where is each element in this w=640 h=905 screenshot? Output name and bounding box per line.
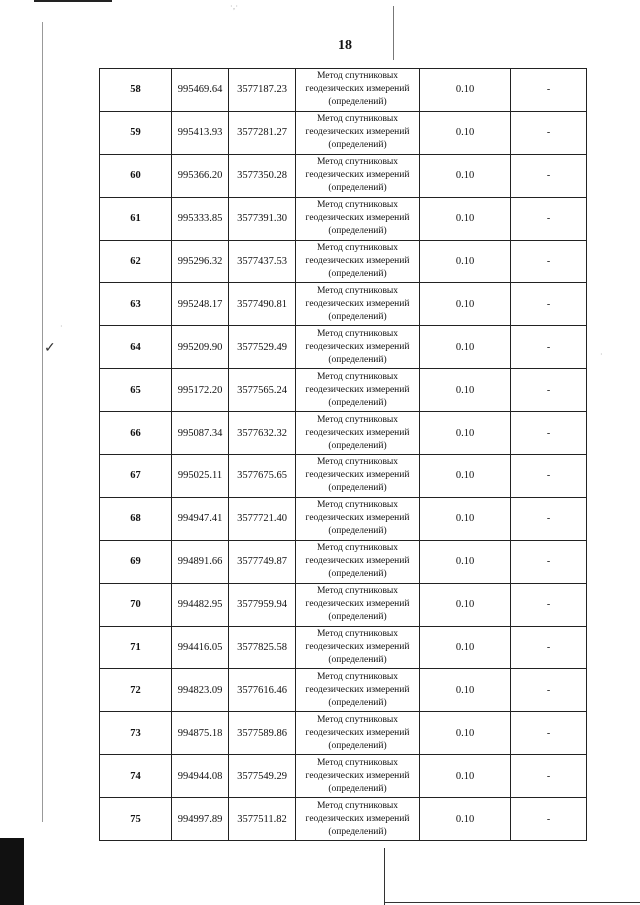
method-cell: Метод спутниковых геодезических измерений (определений) — [296, 154, 420, 197]
x-coordinate-cell: 994891.66 — [172, 540, 229, 583]
point-number-cell: 60 — [100, 154, 172, 197]
y-coordinate-cell: 3577511.82 — [229, 798, 296, 841]
accuracy-cell: 0.10 — [420, 455, 511, 498]
table-row — [100, 240, 587, 283]
point-number-cell: 72 — [100, 669, 172, 712]
accuracy-cell: 0.10 — [420, 69, 511, 112]
note-cell: - — [511, 283, 587, 326]
method-cell: Метод спутниковых геодезических измерений (определений) — [296, 669, 420, 712]
note-cell: - — [511, 497, 587, 540]
x-coordinate-cell: 994944.08 — [172, 755, 229, 798]
x-coordinate-cell: 995172.20 — [172, 369, 229, 412]
y-coordinate-cell: 3577281.27 — [229, 111, 296, 154]
x-coordinate-cell: 994997.89 — [172, 798, 229, 841]
accuracy-cell: 0.10 — [420, 283, 511, 326]
note-cell: - — [511, 540, 587, 583]
scan-vertical-rule — [393, 6, 394, 60]
method-cell: Метод спутниковых геодезических измерений (определений) — [296, 111, 420, 154]
method-cell: Метод спутниковых геодезических измерений (определений) — [296, 412, 420, 455]
table-row — [100, 755, 587, 798]
table-row — [100, 283, 587, 326]
scan-edge-bar — [0, 838, 24, 905]
table-row — [100, 626, 587, 669]
y-coordinate-cell: 3577825.58 — [229, 626, 296, 669]
method-cell: Метод спутниковых геодезических измерений (определений) — [296, 755, 420, 798]
point-number-cell: 68 — [100, 497, 172, 540]
y-coordinate-cell: 3577749.87 — [229, 540, 296, 583]
scan-speck: · — [60, 322, 63, 331]
accuracy-cell: 0.10 — [420, 326, 511, 369]
y-coordinate-cell: 3577565.24 — [229, 369, 296, 412]
x-coordinate-cell: 995333.85 — [172, 197, 229, 240]
table-row — [100, 455, 587, 498]
table-row — [100, 197, 587, 240]
y-coordinate-cell: 3577549.29 — [229, 755, 296, 798]
method-cell: Метод спутниковых геодезических измерений (определений) — [296, 240, 420, 283]
table-row — [100, 669, 587, 712]
table-row — [100, 369, 587, 412]
margin-check-mark-icon: ✓ — [44, 341, 56, 356]
y-coordinate-cell: 3577721.40 — [229, 497, 296, 540]
y-coordinate-cell: 3577350.28 — [229, 154, 296, 197]
x-coordinate-cell: 995025.11 — [172, 455, 229, 498]
method-cell: Метод спутниковых геодезических измерений (определений) — [296, 798, 420, 841]
accuracy-cell: 0.10 — [420, 669, 511, 712]
method-cell: Метод спутниковых геодезических измерений (определений) — [296, 583, 420, 626]
accuracy-cell: 0.10 — [420, 755, 511, 798]
point-number-cell: 58 — [100, 69, 172, 112]
scan-top-line — [34, 0, 112, 2]
accuracy-cell: 0.10 — [420, 798, 511, 841]
scan-bottom-vline — [384, 848, 385, 905]
method-cell: Метод спутниковых геодезических измерений (определений) — [296, 369, 420, 412]
point-number-cell: 65 — [100, 369, 172, 412]
y-coordinate-cell: 3577959.94 — [229, 583, 296, 626]
scan-speck: · — [600, 350, 603, 359]
point-number-cell: 59 — [100, 111, 172, 154]
table-row — [100, 798, 587, 841]
point-number-cell: 73 — [100, 712, 172, 755]
point-number-cell: 62 — [100, 240, 172, 283]
method-cell: Метод спутниковых геодезических измерений (определений) — [296, 626, 420, 669]
method-cell: Метод спутниковых геодезических измерений (определений) — [296, 455, 420, 498]
y-coordinate-cell: 3577437.53 — [229, 240, 296, 283]
y-coordinate-cell: 3577187.23 — [229, 69, 296, 112]
point-number-cell: 64 — [100, 326, 172, 369]
y-coordinate-cell: 3577632.32 — [229, 412, 296, 455]
note-cell: - — [511, 154, 587, 197]
method-cell: Метод спутниковых геодезических измерений (определений) — [296, 283, 420, 326]
point-number-cell: 75 — [100, 798, 172, 841]
x-coordinate-cell: 994482.95 — [172, 583, 229, 626]
scan-bottom-hline — [384, 902, 640, 903]
note-cell: - — [511, 326, 587, 369]
table-row — [100, 712, 587, 755]
x-coordinate-cell: 995248.17 — [172, 283, 229, 326]
note-cell: - — [511, 455, 587, 498]
point-number-cell: 66 — [100, 412, 172, 455]
x-coordinate-cell: 994947.41 — [172, 497, 229, 540]
y-coordinate-cell: 3577675.65 — [229, 455, 296, 498]
x-coordinate-cell: 995087.34 — [172, 412, 229, 455]
method-cell: Метод спутниковых геодезических измерений (определений) — [296, 497, 420, 540]
y-coordinate-cell: 3577589.86 — [229, 712, 296, 755]
method-cell: Метод спутниковых геодезических измерений (определений) — [296, 540, 420, 583]
note-cell: - — [511, 412, 587, 455]
point-number-cell: 61 — [100, 197, 172, 240]
note-cell: - — [511, 197, 587, 240]
note-cell: - — [511, 240, 587, 283]
method-cell: Метод спутниковых геодезических измерений (определений) — [296, 712, 420, 755]
scan-speck: ·‚· — [230, 2, 238, 11]
accuracy-cell: 0.10 — [420, 240, 511, 283]
accuracy-cell: 0.10 — [420, 540, 511, 583]
accuracy-cell: 0.10 — [420, 154, 511, 197]
note-cell: - — [511, 583, 587, 626]
table-row — [100, 540, 587, 583]
accuracy-cell: 0.10 — [420, 197, 511, 240]
accuracy-cell: 0.10 — [420, 111, 511, 154]
x-coordinate-cell: 994823.09 — [172, 669, 229, 712]
x-coordinate-cell: 995209.90 — [172, 326, 229, 369]
point-number-cell: 67 — [100, 455, 172, 498]
point-number-cell: 63 — [100, 283, 172, 326]
table-row — [100, 154, 587, 197]
x-coordinate-cell: 995296.32 — [172, 240, 229, 283]
table-row — [100, 412, 587, 455]
note-cell: - — [511, 111, 587, 154]
y-coordinate-cell: 3577616.46 — [229, 669, 296, 712]
table-row — [100, 497, 587, 540]
table-row — [100, 69, 587, 112]
x-coordinate-cell: 994875.18 — [172, 712, 229, 755]
note-cell: - — [511, 798, 587, 841]
point-number-cell: 70 — [100, 583, 172, 626]
table-row — [100, 326, 587, 369]
accuracy-cell: 0.10 — [420, 626, 511, 669]
method-cell: Метод спутниковых геодезических измерений (определений) — [296, 69, 420, 112]
note-cell: - — [511, 755, 587, 798]
table-row — [100, 111, 587, 154]
x-coordinate-cell: 995413.93 — [172, 111, 229, 154]
accuracy-cell: 0.10 — [420, 497, 511, 540]
y-coordinate-cell: 3577490.81 — [229, 283, 296, 326]
x-coordinate-cell: 995366.20 — [172, 154, 229, 197]
y-coordinate-cell: 3577391.30 — [229, 197, 296, 240]
method-cell: Метод спутниковых геодезических измерений (определений) — [296, 197, 420, 240]
coordinates-table-body — [100, 69, 587, 841]
coordinates-table — [99, 68, 587, 841]
point-number-cell: 74 — [100, 755, 172, 798]
x-coordinate-cell: 995469.64 — [172, 69, 229, 112]
table-row — [100, 583, 587, 626]
page-number: 18 — [338, 38, 352, 53]
x-coordinate-cell: 994416.05 — [172, 626, 229, 669]
left-margin-rule — [42, 22, 43, 822]
point-number-cell: 69 — [100, 540, 172, 583]
point-number-cell: 71 — [100, 626, 172, 669]
accuracy-cell: 0.10 — [420, 712, 511, 755]
note-cell: - — [511, 712, 587, 755]
note-cell: - — [511, 369, 587, 412]
note-cell: - — [511, 69, 587, 112]
note-cell: - — [511, 626, 587, 669]
accuracy-cell: 0.10 — [420, 369, 511, 412]
method-cell: Метод спутниковых геодезических измерений (определений) — [296, 326, 420, 369]
accuracy-cell: 0.10 — [420, 412, 511, 455]
note-cell: - — [511, 669, 587, 712]
y-coordinate-cell: 3577529.49 — [229, 326, 296, 369]
accuracy-cell: 0.10 — [420, 583, 511, 626]
